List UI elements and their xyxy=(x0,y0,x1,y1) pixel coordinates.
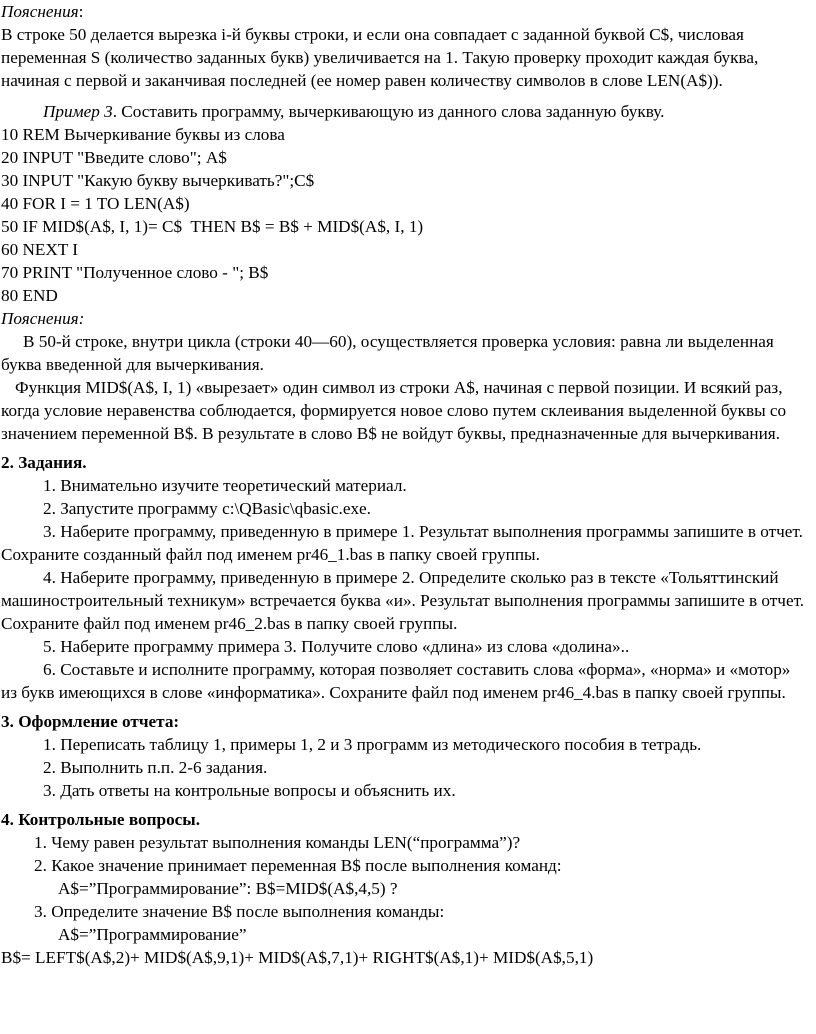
example3-text: . Составить программу, вычеркивающую из данного слова заданную букву. xyxy=(112,102,665,121)
code-line: 70 PRINT "Полученное слово - "; B$ xyxy=(1,263,269,282)
example3-code xyxy=(1,123,807,307)
report-item: 3. Дать ответы на контрольные вопросы и объяснить их. xyxy=(43,781,456,800)
question-expression: B$= LEFT$(A$,2)+ MID$(A$,9,1)+ MID$(A$,7,1)+ RIGHT$(A$,1)+ MID$(A$,5,1) xyxy=(1,948,594,967)
report-item: 1. Переписать таблицу 1, примеры 1, 2 и 3 программ из методического пособия в тетрадь. xyxy=(43,735,702,754)
task-item: 6. Составьте и исполните программу, которая позволяет составить слова «форма», «норма» и «мотор» из букв имеющихся в слове «информатика». Сохраните файл под именем pr46_4.bas в папку своей группы. xyxy=(1,660,791,702)
intro-heading-text: Пояснения xyxy=(1,2,79,21)
question-code: A$=”Программирование”: B$=MID$(A$,4,5) ? xyxy=(58,879,398,898)
question-item: 3. Определите значение B$ после выполнения команды: xyxy=(34,902,445,921)
example3-note: В 50-й строке, внутри цикла (строки 40—60), осуществляется проверка условия: равна ли выделенная буква введенной для вычеркивания. xyxy=(1,332,774,374)
code-line: 60 NEXT I xyxy=(1,240,79,259)
task-item: 1. Внимательно изучите теоретический материал. xyxy=(43,476,407,495)
tasks-heading: 2. Задания. xyxy=(1,453,87,472)
code-line: 10 REM Вычеркивание буквы из слова xyxy=(1,125,285,144)
report-heading: 3. Оформление отчета: xyxy=(1,712,180,731)
example3-label: Пример 3 xyxy=(43,102,113,121)
question-code: A$=”Программирование” xyxy=(58,925,247,944)
example3-notes-heading: Пояснения: xyxy=(1,309,85,328)
code-line: 30 INPUT "Какую букву вычеркивать?";C$ xyxy=(1,171,315,190)
question-item: 1. Чему равен результат выполнения команды LEN(“программа”)? xyxy=(34,833,521,852)
code-line: 80 END xyxy=(1,286,58,305)
task-item: 5. Наберите программу примера 3. Получите слово «длина» из слова «долина».. xyxy=(43,637,630,656)
example3-title xyxy=(1,100,807,123)
intro-heading xyxy=(1,0,807,23)
code-line: 40 FOR I = 1 TO LEN(A$) xyxy=(1,194,190,213)
intro-paragraph: В строке 50 делается вырезка i-й буквы строки, и если она совпадает с заданной буквой C$, числовая переменная S (количество заданных букв) увеличивается на 1. Такую проверку проходит каждая буква, начиная с первой и заканчивая последней (ее номер равен количеству символов в слове LEN(A$)). xyxy=(1,25,759,90)
question-item: 2. Какое значение принимает переменная B$ после выполнения команд: xyxy=(34,856,562,875)
task-item: 4. Наберите программу, приведенную в примере 2. Определите сколько раз в тексте «Тольяттинский машиностроительный техникум» встречается буква «и». Результат выполнения программы запишите в отчет. Сохраните файл под именем pr46_2.bas в папку своей группы. xyxy=(1,568,805,633)
example3-note: Функция MID$(A$, I, 1) «вырезает» один символ из строки A$, начиная с первой позиции. И всякий раз, когда условие неравенства соблюдается, формируется новое слово путем склеивания выделенной буквы со значением переменной B$. В результате в слово B$ не войдут буквы, предназначенные для вычеркивания. xyxy=(1,378,787,443)
code-line: 20 INPUT "Введите слово"; A$ xyxy=(1,148,227,167)
intro-heading-colon: : xyxy=(78,2,84,21)
code-line: 50 IF MID$(A$, I, 1)= C$ THEN B$ = B$ + MID$(A$, I, 1) xyxy=(1,217,424,236)
task-item: 2. Запустите программу c:\QBasic\qbasic.exe. xyxy=(43,499,371,518)
questions-heading: 4. Контрольные вопросы. xyxy=(1,810,201,829)
report-item: 2. Выполнить п.п. 2-6 задания. xyxy=(43,758,268,777)
task-item: 3. Наберите программу, приведенную в примере 1. Результат выполнения программы запишите в отчет. Сохраните созданный файл под именем pr46_1.bas в папку своей группы. xyxy=(1,522,803,564)
